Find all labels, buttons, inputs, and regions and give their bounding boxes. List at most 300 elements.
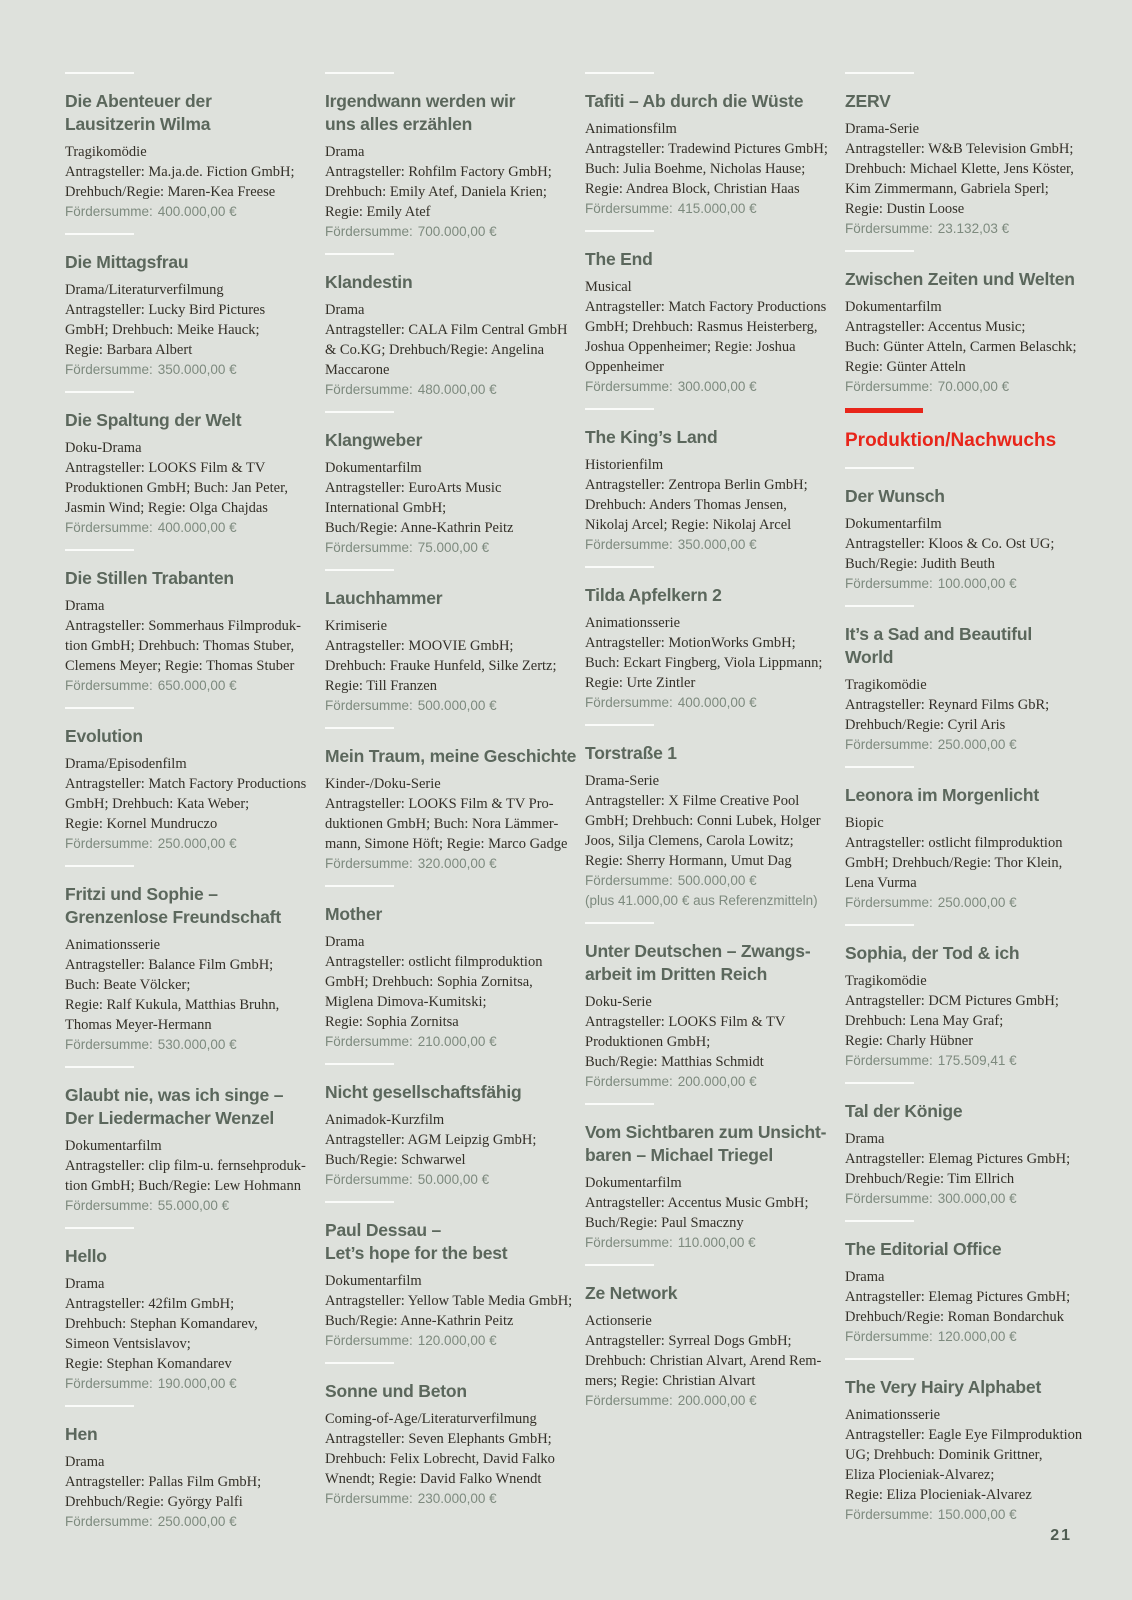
film-title-line: Mein Traum, meine Geschichte — [325, 746, 577, 766]
film-title-line: Grenzenlose Freundschaft — [65, 907, 281, 927]
film-detail: Regie: Eliza Plocieniak-Alvarez — [845, 1487, 1032, 1503]
funding-amount-label: Fördersumme: — [65, 362, 153, 377]
film-detail: Produktionen GmbH; Buch: Jan Peter, — [65, 480, 288, 496]
funding-amount-value: 100.000,00 € — [937, 576, 1017, 591]
film-genre: Animationsserie — [585, 615, 681, 631]
film-detail: Buch: Julia Boehme, Nicholas Hause; — [585, 161, 806, 177]
film-detail: Antragsteller: Yellow Table Media GmbH; — [325, 1293, 573, 1309]
funding-entry — [585, 1264, 821, 1411]
film-detail: Drehbuch/Regie: Cyril Aris — [845, 717, 1006, 733]
film-detail: Antragsteller: Elemag Pictures GmbH; — [845, 1289, 1071, 1305]
funding-amount-label: Fördersumme: — [325, 1034, 413, 1049]
funding-entry — [325, 253, 568, 400]
film-detail: Regie: Ralf Kukula, Matthias Bruhn, — [65, 997, 280, 1013]
film-title — [65, 251, 301, 274]
film-detail: Drehbuch/Regie: Maren-Kea Freese — [65, 184, 276, 200]
film-title-line: Lauchhammer — [325, 588, 443, 608]
film-detail: Kim Zimmermann, Gabriela Sperl; — [845, 181, 1049, 197]
film-title-line: Let’s hope for the best — [325, 1243, 508, 1263]
film-detail: Antragsteller: ostlicht filmproduktion — [325, 954, 543, 970]
funding-entry — [65, 72, 301, 222]
film-genre: Dokumentarfilm — [325, 460, 422, 476]
entry-divider — [845, 924, 914, 926]
film-genre: Tragikomödie — [845, 677, 927, 693]
funding-amount — [65, 1512, 301, 1532]
funding-amount-label: Fördersumme: — [325, 698, 413, 713]
funding-amount-value: 210.000,00 € — [417, 1034, 497, 1049]
section-heading: Produktion/Nachwuchs — [845, 430, 1057, 451]
entry-divider — [845, 467, 914, 469]
film-detail: Antragsteller: W&B Television GmbH; — [845, 141, 1074, 157]
film-genre: Drama — [325, 144, 365, 160]
funding-amount-value: 175.509,41 € — [937, 1053, 1017, 1068]
entry-divider — [65, 1066, 134, 1068]
film-detail: International GmbH; — [325, 500, 447, 516]
film-genre: Animationsfilm — [585, 121, 677, 137]
funding-amount — [585, 1072, 821, 1092]
film-detail: Antragsteller: Accentus Music; — [845, 319, 1026, 335]
film-genre: Drama — [845, 1131, 885, 1147]
film-title-line: Paul Dessau – — [325, 1220, 442, 1240]
funding-amount-value: 120.000,00 € — [417, 1333, 497, 1348]
funding-amount — [845, 1327, 1081, 1347]
funding-entry — [845, 1358, 1081, 1525]
film-genre: Krimiserie — [325, 618, 388, 634]
funding-amount-value: 75.000,00 € — [417, 540, 490, 555]
film-title-line: Der Liedermacher Wenzel — [65, 1108, 275, 1128]
film-genre: Dokumentarfilm — [65, 1138, 162, 1154]
film-detail: Antragsteller: Lucky Bird Pictures — [65, 302, 266, 318]
film-detail: Antragsteller: Match Factory Productions — [585, 299, 827, 315]
film-detail: Antragsteller: LOOKS Film & TV — [65, 460, 266, 476]
film-genre: Musical — [585, 279, 632, 295]
film-title — [585, 248, 821, 271]
film-detail: GmbH; Drehbuch/Regie: Thor Klein, — [845, 855, 1063, 871]
funding-entry — [65, 1227, 301, 1394]
film-detail: GmbH; Drehbuch: Rasmus Heisterberg, — [585, 319, 818, 335]
film-detail: Miglena Dimova-Kumitski; — [325, 994, 487, 1010]
film-detail: Antragsteller: MotionWorks GmbH; — [585, 635, 796, 651]
film-detail: & Co.KG; Drehbuch/Regie: Angelina — [325, 342, 545, 358]
film-detail: Antragsteller: Reynard Films GbR; — [845, 697, 1050, 713]
film-genre: Drama-Serie — [845, 121, 920, 137]
film-title — [585, 1282, 821, 1305]
funding-amount-label: Fördersumme: — [845, 379, 933, 394]
film-title-line: Nicht gesellschaftsfähig — [325, 1082, 522, 1102]
funding-amount — [325, 1489, 561, 1509]
film-detail: Antragsteller: Pallas Film GmbH; — [65, 1474, 262, 1490]
funding-entry — [845, 605, 1081, 755]
funding-entry — [845, 250, 1081, 397]
film-detail: GmbH; Drehbuch: Sophia Zornitsa, — [325, 974, 533, 990]
film-title — [325, 587, 561, 610]
funding-amount — [65, 676, 301, 696]
film-title-line: The End — [585, 249, 653, 269]
funding-amount — [585, 693, 821, 713]
film-genre: Drama — [325, 934, 365, 950]
film-title-line: Torstraße 1 — [585, 743, 677, 763]
column — [325, 72, 577, 1543]
funding-entry — [845, 1082, 1081, 1209]
funding-amount — [845, 1051, 1081, 1071]
film-detail: UG; Drehbuch: Dominik Grittner, — [845, 1447, 1043, 1463]
film-detail: mann, Simone Höft; Regie: Marco Gadge — [325, 836, 568, 852]
film-title-line: Fritzi und Sophie – — [65, 884, 218, 904]
film-detail: Buch/Regie: Paul Smaczny — [585, 1215, 744, 1231]
film-genre: Animationsserie — [65, 937, 161, 953]
funding-entry — [325, 1362, 561, 1509]
funding-entry — [65, 391, 301, 538]
funding-entry — [845, 766, 1081, 913]
film-title — [845, 942, 1081, 965]
funding-amount-value: 190.000,00 € — [157, 1376, 237, 1391]
entry-divider — [585, 1103, 654, 1105]
film-detail: Buch: Eckart Fingberg, Viola Lippmann; — [585, 655, 823, 671]
funding-entry — [325, 72, 561, 242]
funding-amount-value: 23.132,03 € — [937, 221, 1010, 236]
film-genre: Biopic — [845, 815, 884, 831]
film-detail: Buch/Regie: Anne-Kathrin Peitz — [325, 520, 514, 536]
film-detail: Regie: Dustin Loose — [845, 201, 965, 217]
funding-amount-label: Fördersumme: — [325, 1333, 413, 1348]
funding-amount-label: Fördersumme: — [585, 1235, 673, 1250]
film-title — [325, 1219, 561, 1265]
entry-divider — [65, 707, 134, 709]
film-detail: Drehbuch: Frauke Hunfeld, Silke Zertz; — [325, 658, 557, 674]
funding-amount-value: 250.000,00 € — [157, 1514, 237, 1529]
funding-amount — [65, 202, 301, 222]
film-detail: Antragsteller: Tradewind Pictures GmbH; — [585, 141, 828, 157]
funding-amount — [325, 854, 561, 874]
film-title — [845, 268, 1081, 291]
funding-amount-label: Fördersumme: — [325, 382, 413, 397]
funding-amount-label: Fördersumme: — [65, 1514, 153, 1529]
film-detail: Regie: Andrea Block, Christian Haas — [585, 181, 800, 197]
funding-amount-label: Fördersumme: — [845, 737, 933, 752]
funding-amount-value: 350.000,00 € — [677, 537, 757, 552]
film-title-line: Sophia, der Tod & ich — [845, 943, 1020, 963]
entry-divider — [585, 566, 654, 568]
film-title — [845, 784, 1081, 807]
film-detail: Regie: Charly Hübner — [845, 1033, 974, 1049]
funding-amount — [325, 696, 561, 716]
film-detail: Regie: Stephan Komandarev — [65, 1356, 232, 1372]
funding-amount-label: Fördersumme: — [65, 204, 153, 219]
funding-amount-value: 150.000,00 € — [937, 1507, 1017, 1522]
funding-amount — [585, 1233, 821, 1253]
film-detail: GmbH; Drehbuch: Conni Lubek, Holger — [585, 813, 821, 829]
funding-entry — [65, 233, 301, 380]
entry-divider — [65, 233, 134, 235]
funding-amount-value: 530.000,00 € — [157, 1037, 237, 1052]
film-title — [585, 426, 821, 449]
funding-amount — [845, 1505, 1081, 1525]
film-detail: GmbH; Drehbuch: Meike Hauck; — [65, 322, 260, 338]
film-detail: Jasmin Wind; Regie: Olga Chajdas — [65, 500, 268, 516]
film-detail: Antragsteller: LOOKS Film & TV — [585, 1014, 786, 1030]
film-detail: Drehbuch/Regie: György Palfi — [65, 1494, 243, 1510]
funding-entry — [325, 569, 561, 716]
funding-amount — [325, 1331, 561, 1351]
film-title — [325, 90, 561, 136]
funding-amount-value: 400.000,00 € — [677, 695, 757, 710]
funding-amount — [325, 1170, 561, 1190]
film-detail: Antragsteller: EuroArts Music — [325, 480, 502, 496]
column — [585, 72, 828, 1543]
film-title — [65, 725, 301, 748]
funding-entry — [845, 924, 1081, 1071]
funding-amount-value: 70.000,00 € — [937, 379, 1010, 394]
film-detail: Regie: Emily Atef — [325, 204, 431, 220]
film-title-line: uns alles erzählen — [325, 114, 473, 134]
funding-amount — [585, 199, 821, 219]
funding-amount — [845, 735, 1081, 755]
film-title-line: Leonora im Morgenlicht — [845, 785, 1039, 805]
film-detail: Antragsteller: 42film GmbH; — [65, 1296, 235, 1312]
film-title — [65, 1245, 301, 1268]
funding-amount-label: Fördersumme: — [325, 1491, 413, 1506]
film-detail: Buch/Regie: Matthias Schmidt — [585, 1054, 764, 1070]
film-genre: Drama/Literaturverfilmung — [65, 282, 224, 298]
funding-amount — [585, 871, 821, 891]
film-title — [325, 745, 577, 768]
funding-amount — [65, 360, 301, 380]
film-detail: Antragsteller: Seven Elephants GmbH; — [325, 1431, 552, 1447]
funding-amount-value: 55.000,00 € — [157, 1198, 230, 1213]
funding-amount-value: 700.000,00 € — [417, 224, 497, 239]
film-title — [845, 1100, 1081, 1123]
entry-divider — [325, 727, 394, 729]
entry-divider — [325, 569, 394, 571]
funding-amount — [845, 574, 1081, 594]
entry-divider — [845, 1082, 914, 1084]
funding-amount-value: 250.000,00 € — [937, 895, 1017, 910]
entry-divider — [845, 766, 914, 768]
film-title-line: The Very Hairy Alphabet — [845, 1377, 1042, 1397]
funding-amount-value: 300.000,00 € — [937, 1191, 1017, 1206]
film-detail: Antragsteller: clip film-u. fernsehproduk- — [65, 1158, 306, 1174]
funding-amount — [845, 1189, 1081, 1209]
film-title-line: Lausitzerin Wilma — [65, 114, 211, 134]
column — [65, 72, 307, 1543]
film-title-line: arbeit im Dritten Reich — [585, 964, 768, 984]
funding-amount-value: 400.000,00 € — [157, 520, 237, 535]
film-detail: Drehbuch: Christian Alvart, Arend Rem- — [585, 1353, 822, 1369]
film-genre: Drama/Episodenfilm — [65, 756, 187, 772]
film-title-line: Die Spaltung der Welt — [65, 410, 242, 430]
film-title — [845, 90, 1081, 113]
funding-amount-value: 230.000,00 € — [417, 1491, 497, 1506]
funding-columns — [65, 72, 1081, 1543]
film-detail: Nikolaj Arcel; Regie: Nikolaj Arcel — [585, 517, 792, 533]
film-genre: Dokumentarfilm — [585, 1175, 682, 1191]
funding-amount-label: Fördersumme: — [585, 537, 673, 552]
film-title-line: World — [845, 647, 894, 667]
film-title — [65, 883, 301, 929]
funding-entry — [325, 1201, 573, 1351]
funding-amount-label: Fördersumme: — [65, 1376, 153, 1391]
film-detail: Antragsteller: Kloos & Co. Ost UG; — [845, 536, 1055, 552]
film-detail: Maccarone — [325, 362, 390, 378]
funding-amount-label: Fördersumme: — [65, 836, 153, 851]
film-title — [325, 1081, 561, 1104]
film-genre: Coming-of-Age/Literaturverfilmung — [325, 1411, 537, 1427]
film-detail: Antragsteller: Ma.ja.de. Fiction GmbH; — [65, 164, 295, 180]
funding-amount — [325, 380, 561, 400]
film-title-line: It’s a Sad and Beautiful — [845, 624, 1033, 644]
film-detail: Antragsteller: ostlicht filmproduktion — [845, 835, 1063, 851]
funding-amount-value: 200.000,00 € — [677, 1074, 757, 1089]
funding-entry — [325, 411, 561, 558]
funding-entry — [585, 408, 821, 555]
film-detail: Joos, Silja Clemens, Carola Lowitz; — [585, 833, 794, 849]
film-genre: Drama-Serie — [585, 773, 660, 789]
film-title-line: ZERV — [845, 91, 891, 111]
entry-divider — [65, 1227, 134, 1229]
funding-amount-value: 250.000,00 € — [157, 836, 237, 851]
film-title-line: Die Abenteuer der — [65, 91, 212, 111]
film-detail: Buch/Regie: Judith Beuth — [845, 556, 995, 572]
funding-amount-label: Fördersumme: — [585, 873, 673, 888]
funding-amount — [845, 893, 1081, 913]
funding-entry — [585, 72, 828, 219]
film-detail: Eliza Plocieniak-Alvarez; — [845, 1467, 995, 1483]
film-title-line: Zwischen Zeiten und Welten — [845, 269, 1075, 289]
film-title-line: Die Mittagsfrau — [65, 252, 189, 272]
funding-amount-label: Fördersumme: — [845, 1191, 933, 1206]
film-title-line: Irgendwann werden wir — [325, 91, 516, 111]
film-title — [585, 742, 821, 765]
film-title — [585, 1121, 827, 1167]
film-detail: duktionen GmbH; Buch: Nora Lämmer- — [325, 816, 559, 832]
funding-entry — [325, 727, 577, 874]
funding-amount — [845, 377, 1081, 397]
funding-amount-value: 480.000,00 € — [417, 382, 497, 397]
funding-amount-value: 50.000,00 € — [417, 1172, 490, 1187]
funding-amount-label: Fördersumme: — [845, 1507, 933, 1522]
funding-amount-value: 250.000,00 € — [937, 737, 1017, 752]
funding-amount-value: 120.000,00 € — [937, 1329, 1017, 1344]
entry-divider — [65, 549, 134, 551]
funding-amount — [325, 538, 561, 558]
funding-entry — [845, 467, 1081, 594]
funding-amount-label: Fördersumme: — [845, 576, 933, 591]
film-genre: Doku-Serie — [585, 994, 652, 1010]
film-detail: Buch: Beate Völcker; — [65, 977, 191, 993]
film-title-line: baren – Michael Triegel — [585, 1145, 773, 1165]
film-detail: tion GmbH; Buch/Regie: Lew Hohmann — [65, 1178, 301, 1194]
entry-divider — [325, 885, 394, 887]
funding-amount — [65, 1374, 301, 1394]
film-title — [845, 1376, 1081, 1399]
funding-entry — [65, 707, 307, 854]
film-title — [325, 271, 561, 294]
film-genre: Actionserie — [585, 1313, 652, 1329]
funding-amount — [65, 1196, 301, 1216]
film-title-line: The King’s Land — [585, 427, 718, 447]
film-title — [585, 90, 821, 113]
film-detail: Drehbuch: Emily Atef, Daniela Krien; — [325, 184, 547, 200]
entry-divider — [585, 1264, 654, 1266]
funding-amount-value: 650.000,00 € — [157, 678, 237, 693]
film-detail: Clemens Meyer; Regie: Thomas Stuber — [65, 658, 295, 674]
funding-amount — [325, 1032, 561, 1052]
film-detail: Antragsteller: AGM Leipzig GmbH; — [325, 1132, 537, 1148]
film-detail: Drehbuch/Regie: Tim Ellrich — [845, 1171, 1015, 1187]
entry-divider — [845, 1358, 914, 1360]
film-detail: Antragsteller: Balance Film GmbH; — [65, 957, 274, 973]
funding-amount — [585, 535, 821, 555]
film-title-line: Ze Network — [585, 1283, 678, 1303]
film-detail: GmbH; Drehbuch: Kata Weber; — [65, 796, 250, 812]
film-genre: Drama — [325, 302, 365, 318]
funding-entry — [845, 1220, 1081, 1347]
film-detail: Regie: Sophia Zornitsa — [325, 1014, 459, 1030]
film-detail: Antragsteller: Accentus Music GmbH; — [585, 1195, 809, 1211]
film-detail: Joshua Oppenheimer; Regie: Joshua — [585, 339, 796, 355]
film-genre: Dokumentarfilm — [845, 299, 942, 315]
film-genre: Drama — [845, 1269, 885, 1285]
film-detail: Antragsteller: Zentropa Berlin GmbH; — [585, 477, 808, 493]
film-title-line: Hello — [65, 1246, 107, 1266]
funding-amount-value: 350.000,00 € — [157, 362, 237, 377]
film-detail: Drehbuch: Lena May Graf; — [845, 1013, 1004, 1029]
funding-amount-label: Fördersumme: — [845, 1329, 933, 1344]
film-detail: Drehbuch/Regie: Roman Bondarchuk — [845, 1309, 1065, 1325]
film-title-line: Klangweber — [325, 430, 423, 450]
film-title — [65, 1423, 301, 1446]
funding-amount-label: Fördersumme: — [325, 1172, 413, 1187]
funding-amount — [325, 222, 561, 242]
entry-divider — [845, 72, 914, 74]
film-detail: Regie: Kornel Mundruczo — [65, 816, 218, 832]
funding-amount-label: Fördersumme: — [65, 1037, 153, 1052]
film-detail: Buch/Regie: Schwarwel — [325, 1152, 466, 1168]
funding-amount-value: 400.000,00 € — [157, 204, 237, 219]
film-genre: Kinder-/Doku-Serie — [325, 776, 441, 792]
film-detail: Regie: Barbara Albert — [65, 342, 193, 358]
funding-amount-label: Fördersumme: — [585, 379, 673, 394]
film-detail: Antragsteller: LOOKS Film & TV Pro- — [325, 796, 554, 812]
entry-divider — [325, 1362, 394, 1364]
film-title-line: Hen — [65, 1424, 98, 1444]
funding-amount-label: Fördersumme: — [65, 520, 153, 535]
column — [845, 72, 1081, 1543]
film-detail: Lena Vurma — [845, 875, 917, 891]
film-detail: Drehbuch: Michael Klette, Jens Köster, — [845, 161, 1074, 177]
entry-divider — [585, 72, 654, 74]
funding-amount — [585, 1391, 821, 1411]
film-detail: Drehbuch: Stephan Komandarev, — [65, 1316, 258, 1332]
film-detail: Buch: Günter Atteln, Carmen Belaschk; — [845, 339, 1077, 355]
funding-amount-label: Fördersumme: — [65, 1198, 153, 1213]
film-detail: Oppenheimer — [585, 359, 664, 375]
film-genre: Tragikomödie — [845, 973, 927, 989]
funding-amount-value: 110.000,00 € — [677, 1235, 756, 1250]
funding-amount-label: Fördersumme: — [845, 1053, 933, 1068]
film-title — [65, 567, 301, 590]
film-title-line: Klandestin — [325, 272, 413, 292]
entry-divider — [845, 1220, 914, 1222]
funding-amount-label: Fördersumme: — [585, 1393, 673, 1408]
funding-amount-label: Fördersumme: — [325, 856, 413, 871]
funding-entry — [585, 922, 821, 1092]
film-title-line: The Editorial Office — [845, 1239, 1002, 1259]
film-title — [325, 1380, 561, 1403]
film-genre: Dokumentarfilm — [325, 1273, 422, 1289]
funding-amount-label: Fördersumme: — [845, 895, 933, 910]
funding-amount-value: 500.000,00 € — [677, 873, 757, 888]
